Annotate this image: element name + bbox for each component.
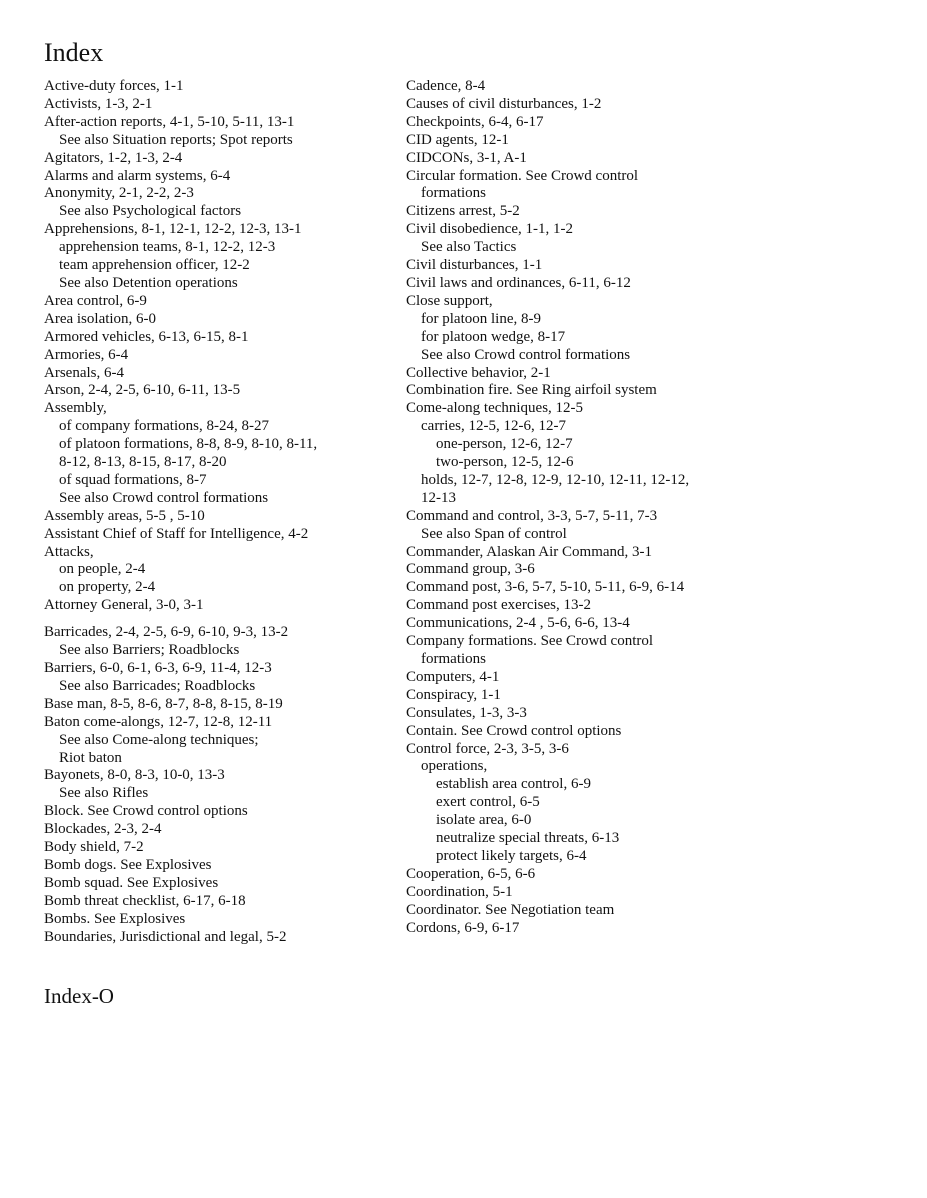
- index-entry: Control force, 2-3, 3-5, 3-6: [406, 740, 569, 757]
- index-subentry: See also Situation reports; Spot reports: [59, 131, 293, 148]
- index-subentry: 8-12, 8-13, 8-15, 8-17, 8-20: [59, 454, 227, 471]
- index-subentry: protect likely targets, 6-4: [436, 847, 587, 864]
- index-entry: Bombs. See Explosives: [44, 910, 186, 927]
- index-entry: Body shield, 7-2: [44, 839, 144, 856]
- index-entry: Bomb dogs. See Explosives: [44, 856, 212, 873]
- index-entry: Agitators, 1-2, 1-3, 2-4: [44, 149, 183, 166]
- index-entry: Bomb squad. See Explosives: [44, 874, 219, 891]
- page-number: Index-O: [44, 984, 114, 1008]
- index-entry: Communications, 2-4 , 5-6, 6-6, 13-4: [406, 615, 630, 632]
- index-entry: Anonymity, 2-1, 2-2, 2-3: [44, 185, 194, 202]
- index-entry: Commander, Alaskan Air Command, 3-1: [406, 543, 653, 560]
- index-entry: CID agents, 12-1: [406, 131, 509, 148]
- index-entry: Causes of civil disturbances, 1-2: [406, 95, 602, 112]
- index-entry: Boundaries, Jurisdictional and legal, 5-2: [44, 928, 287, 945]
- index-column-right: [406, 78, 746, 938]
- index-subentry: carries, 12-5, 12-6, 12-7: [421, 418, 566, 435]
- index-entry: Bayonets, 8-0, 8-3, 10-0, 13-3: [44, 767, 225, 784]
- index-entry: Combination fire. See Ring airfoil system: [406, 382, 657, 399]
- index-subentry: two-person, 12-5, 12-6: [436, 454, 574, 471]
- index-entry: Area control, 6-9: [44, 292, 147, 309]
- index-subentry: operations,: [421, 758, 488, 775]
- index-entry: Barriers, 6-0, 6-1, 6-3, 6-9, 11-4, 12-3: [44, 660, 272, 676]
- index-subentry: See also Barricades; Roadblocks: [59, 677, 256, 694]
- index-subentry: on property, 2-4: [59, 579, 156, 596]
- index-entry: Assistant Chief of Staff for Intelligence, 4-2: [44, 525, 309, 542]
- index-entry: Citizens arrest, 5-2: [406, 203, 520, 220]
- index-entry: Command post exercises, 13-2: [406, 597, 591, 614]
- index-entry: Command post, 3-6, 5-7, 5-10, 5-11, 6-9, 6-14: [406, 579, 685, 596]
- index-entry: Arson, 2-4, 2-5, 6-10, 6-11, 13-5: [44, 382, 241, 399]
- index-subentry: for platoon wedge, 8-17: [421, 328, 566, 345]
- index-entry: Activists, 1-3, 2-1: [44, 95, 153, 112]
- index-subentry: apprehension teams, 8-1, 12-2, 12-3: [59, 239, 276, 256]
- index-subentry: See also Come-along techniques;: [59, 731, 259, 748]
- index-entry: Attorney General, 3-0, 3-1: [44, 597, 204, 614]
- page-title: Index: [44, 38, 104, 67]
- index-entry: Consulates, 1-3, 3-3: [406, 704, 527, 721]
- index-entry: Command and control, 3-3, 5-7, 5-11, 7-3: [406, 507, 658, 524]
- index-entry: Come-along techniques, 12-5: [406, 400, 584, 417]
- index-subentry: holds, 12-7, 12-8, 12-9, 12-10, 12-11, 12-12,: [421, 471, 690, 488]
- index-subentry: of company formations, 8-24, 8-27: [59, 418, 269, 435]
- index-entry: After-action reports, 4-1, 5-10, 5-11, 13-1: [44, 113, 295, 130]
- index-subentry: for platoon line, 8-9: [421, 310, 541, 327]
- index-entry: Cooperation, 6-5, 6-6: [406, 865, 536, 882]
- index-entry: Command group, 3-6: [406, 561, 535, 578]
- index-entry: Active-duty forces, 1-1: [44, 78, 184, 94]
- index-entry: Alarms and alarm systems, 6-4: [44, 167, 231, 184]
- index-subentry: See also Tactics: [421, 239, 517, 256]
- index-entry: Contain. See Crowd control options: [406, 722, 622, 739]
- index-entry: Close support,: [406, 292, 493, 309]
- index-subentry: See also Rifles: [59, 785, 149, 802]
- index-entry: Bomb threat checklist, 6-17, 6-18: [44, 892, 246, 909]
- index-entry: Barricades, 2-4, 2-5, 6-9, 6-10, 9-3, 13-2: [44, 624, 289, 641]
- index-subentry: 12-13: [421, 489, 456, 506]
- index-entry: CIDCONs, 3-1, A-1: [406, 149, 527, 166]
- index-subentry: See also Psychological factors: [59, 203, 242, 220]
- index-entry: Conspiracy, 1-1: [406, 686, 501, 703]
- index-entry: Computers, 4-1: [406, 668, 500, 685]
- index-subentry: team apprehension officer, 12-2: [59, 257, 250, 274]
- index-subentry: of squad formations, 8-7: [59, 471, 207, 488]
- index-entry: Assembly areas, 5-5 , 5-10: [44, 507, 205, 524]
- index-subentry: exert control, 6-5: [436, 794, 540, 811]
- index-entry: Baton come-alongs, 12-7, 12-8, 12-11: [44, 713, 273, 730]
- index-subentry: See also Crowd control formations: [421, 346, 631, 363]
- index-subentry: one-person, 12-6, 12-7: [436, 436, 573, 453]
- index-entry: Assembly,: [44, 400, 107, 417]
- index-subentry: See also Crowd control formations: [59, 489, 269, 506]
- index-entry: Cadence, 8-4: [406, 78, 486, 94]
- index-entry: Attacks,: [44, 543, 94, 560]
- index-entry: Base man, 8-5, 8-6, 8-7, 8-8, 8-15, 8-19: [44, 695, 283, 712]
- index-entry: Checkpoints, 6-4, 6-17: [406, 113, 544, 130]
- index-entry: Civil disturbances, 1-1: [406, 257, 543, 274]
- index-entry: Coordination, 5-1: [406, 883, 513, 900]
- index-entry: Coordinator. See Negotiation team: [406, 901, 615, 918]
- index-subentry: on people, 2-4: [59, 561, 146, 578]
- index-entry: Company formations. See Crowd control: [406, 633, 654, 650]
- index-entry: Area isolation, 6-0: [44, 310, 157, 327]
- index-subentry: formations: [421, 651, 486, 667]
- index-subentry: See also Barriers; Roadblocks: [59, 642, 240, 659]
- index-entry: Civil disobedience, 1-1, 1-2: [406, 221, 574, 238]
- index-entry: Circular formation. See Crowd control: [406, 167, 639, 184]
- index-subentry: establish area control, 6-9: [436, 776, 591, 793]
- index-subentry: neutralize special threats, 6-13: [436, 830, 620, 847]
- index-subentry: of platoon formations, 8-8, 8-9, 8-10, 8-11,: [59, 436, 318, 453]
- index-entry: Cordons, 6-9, 6-17: [406, 919, 520, 936]
- index-entry: Blockades, 2-3, 2-4: [44, 821, 162, 838]
- index-subentry: isolate area, 6-0: [436, 812, 532, 829]
- index-entry: Collective behavior, 2-1: [406, 364, 551, 381]
- index-subentry: formations: [421, 185, 486, 202]
- index-entry: Civil laws and ordinances, 6-11, 6-12: [406, 274, 631, 291]
- index-column-left: [44, 78, 389, 947]
- index-subentry: Riot baton: [59, 749, 122, 766]
- index-entry: Armored vehicles, 6-13, 6-15, 8-1: [44, 328, 249, 345]
- index-entry: Apprehensions, 8-1, 12-1, 12-2, 12-3, 13-1: [44, 221, 302, 238]
- index-subentry: See also Span of control: [421, 525, 567, 542]
- index-entry: Armories, 6-4: [44, 346, 129, 363]
- index-entry: Block. See Crowd control options: [44, 803, 248, 820]
- index-subentry: See also Detention operations: [59, 274, 238, 291]
- index-entry: Arsenals, 6-4: [44, 364, 124, 381]
